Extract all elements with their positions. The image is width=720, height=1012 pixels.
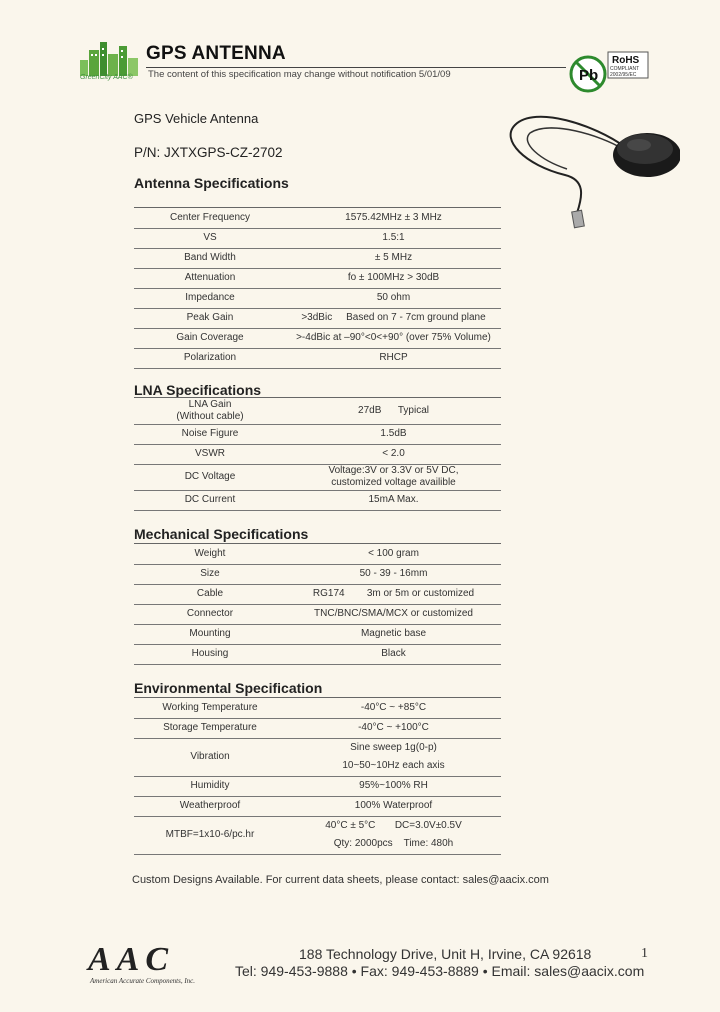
spec-label: DC Current [134,490,286,510]
spec-value: 1.5dB [286,424,501,444]
spec-label: Polarization [134,348,286,368]
spec-label: Gain Coverage [134,328,286,348]
spec-value: TNC/BNC/SMA/MCX or customized [286,604,501,624]
custom-designs-note: Custom Designs Available. For current data sheets, please contact: sales@aacix.com [132,874,549,886]
lna-spec-table [134,398,501,511]
spec-value: Sine sweep 1g(0-p) 10~50~10Hz each axis [286,738,501,776]
spec-value: 1.5:1 [286,228,501,248]
spec-label: DC Voltage [134,464,286,490]
table-row [134,816,501,854]
table-row [134,796,501,816]
antenna-spec-table [134,208,501,369]
spec-value: 50 ohm [286,288,501,308]
city-skyline-icon [78,38,148,78]
table-row [134,776,501,796]
table-row [134,398,501,424]
table-row [134,738,501,776]
mechanical-section-title: Mechanical Specifications [134,526,309,542]
change-notice: The content of this specification may change without notification 5/01/09 [148,69,451,80]
table-row [134,490,501,510]
spec-value: < 100 gram [286,544,501,564]
table-row [134,288,501,308]
table-row [134,424,501,444]
logo-text: GreenCity AAC® [80,74,133,81]
table-row [134,464,501,490]
header-divider [146,67,566,68]
spec-label: Storage Temperature [134,718,286,738]
table-row [134,328,501,348]
table-row [134,268,501,288]
table-row [134,584,501,604]
spec-label: Size [134,564,286,584]
spec-label: MTBF=1x10-6/pc.hr [134,816,286,854]
part-number: P/N: JXTXGPS-CZ-2702 [134,145,283,160]
spec-label: Mounting [134,624,286,644]
rohs-badge [568,50,650,94]
aac-logo-text: AAC [88,941,175,976]
antenna-product-image [505,95,680,235]
rohs-directive: 2002/95/EC [610,72,637,78]
spec-label: Housing [134,644,286,664]
spec-value: Voltage:3V or 3.3V or 5V DC, customized voltage availible [286,464,501,490]
company-address: 188 Technology Drive, Unit H, Irvine, CA 92618 [299,946,592,962]
spec-value: ± 5 MHz [286,248,501,268]
spec-label: Connector [134,604,286,624]
spec-label: Band Width [134,248,286,268]
table-row [134,564,501,584]
spec-value: 95%~100% RH [286,776,501,796]
table-row [134,248,501,268]
environmental-section-title: Environmental Specification [134,680,323,696]
spec-value: >-4dBic at –90°<0<+90° (over 75% Volume) [286,328,501,348]
company-contact: Tel: 949-453-9888 • Fax: 949-453-8889 • Email: sales@aacix.com [235,963,645,979]
spec-label: Attenuation [134,268,286,288]
product-name: GPS Vehicle Antenna [134,111,259,126]
spec-value: 40°C ± 5°C DC=3.0V±0.5V Qty: 2000pcs Time: 480h [286,816,501,854]
spec-value: < 2.0 [286,444,501,464]
spec-value: 15mA Max. [286,490,501,510]
table-row [134,228,501,248]
table-row [134,698,501,718]
spec-value: >3dBic Based on 7 - 7cm ground plane [286,308,501,328]
spec-label: Impedance [134,288,286,308]
antenna-section-title: Antenna Specifications [134,175,289,191]
spec-value: fo ± 100MHz > 30dB [286,268,501,288]
environmental-spec-table [134,698,501,855]
table-row [134,444,501,464]
spec-label: Weatherproof [134,796,286,816]
rohs-label: RoHS [612,55,640,66]
spec-value: -40°C ~ +85°C [286,698,501,718]
spec-label: Vibration [134,738,286,776]
pb-label: Pb [579,67,599,84]
spec-value: 27dB Typical [286,398,501,424]
table-row [134,544,501,564]
spec-label: VS [134,228,286,248]
spec-label: Center Frequency [134,208,286,228]
rohs-sub: COMPLIANT [610,66,640,72]
table-row [134,604,501,624]
spec-value: RG174 3m or 5m or customized [286,584,501,604]
spec-value: 100% Waterproof [286,796,501,816]
spec-label: LNA Gain (Without cable) [134,398,286,424]
spec-value: Magnetic base [286,624,501,644]
spec-label: VSWR [134,444,286,464]
lna-section-title: LNA Specifications [134,382,262,398]
spec-label: Noise Figure [134,424,286,444]
table-row [134,208,501,228]
spec-label: Humidity [134,776,286,796]
spec-label: Working Temperature [134,698,286,718]
spec-label: Peak Gain [134,308,286,328]
spec-value: -40°C ~ +100°C [286,718,501,738]
company-name: American Accurate Components, Inc. [90,977,196,985]
page-number: 1 [641,946,648,961]
page-title: GPS ANTENNA [146,43,286,64]
spec-value: RHCP [286,348,501,368]
spec-value: Black [286,644,501,664]
spec-label: Weight [134,544,286,564]
spec-value: 50 - 39 - 16mm [286,564,501,584]
table-row [134,644,501,664]
table-row [134,348,501,368]
table-row [134,308,501,328]
table-row [134,718,501,738]
spec-label: Cable [134,584,286,604]
table-row [134,624,501,644]
mechanical-spec-table [134,544,501,665]
spec-value: 1575.42MHz ± 3 MHz [286,208,501,228]
